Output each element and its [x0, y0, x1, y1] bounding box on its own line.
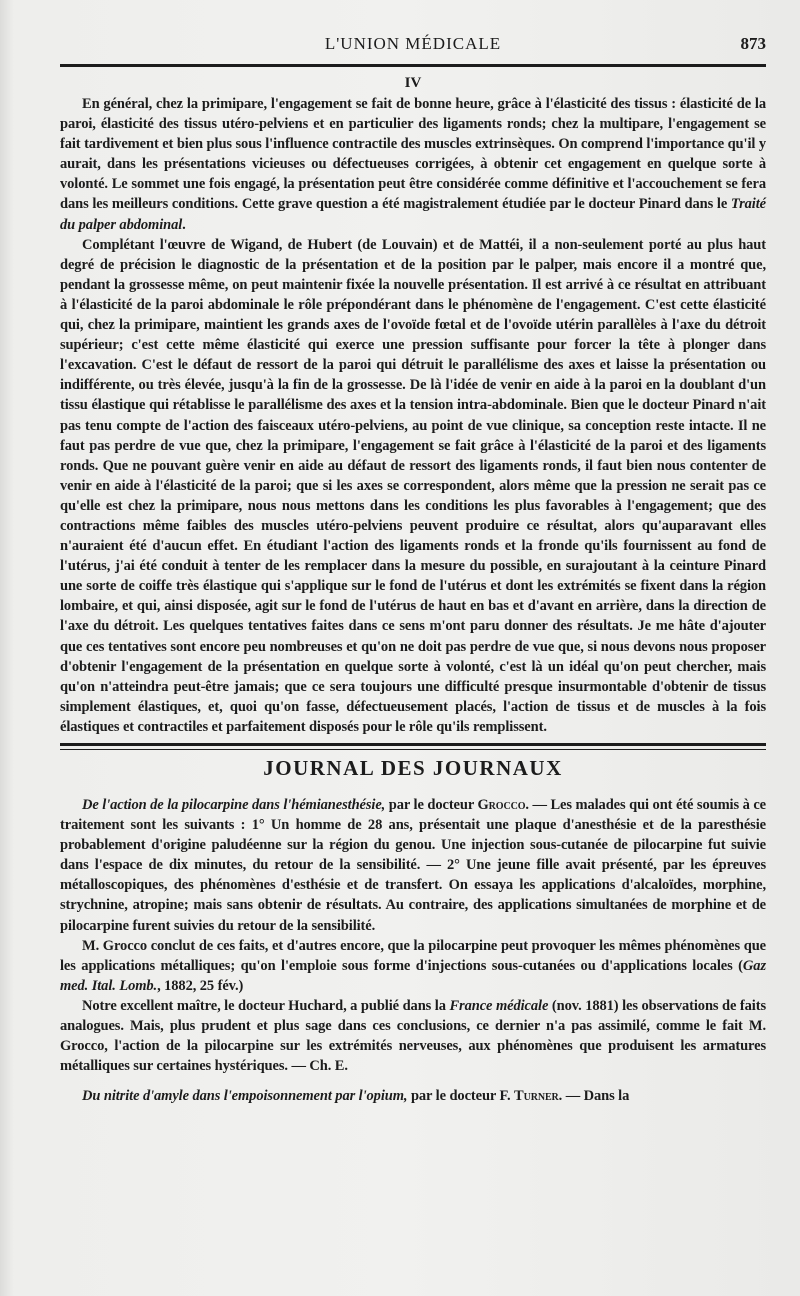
- byline-nitrite: par le docteur F.: [407, 1088, 515, 1105]
- huchard-text: Notre excellent maître, le docteur Huchard, a publié dans la: [82, 997, 450, 1014]
- paragraph-general: [60, 94, 766, 235]
- author-turner: Turner: [514, 1088, 559, 1105]
- running-head: [60, 30, 766, 56]
- byline: par le docteur: [385, 797, 478, 813]
- article-title-nitrite: Du nitrite d'amyle dans l'empoisonnement par l'opium,: [82, 1088, 408, 1105]
- end-text: .: [182, 216, 186, 233]
- paragraph-completant: Complétant l'œuvre de Wigand, de Hubert (de Louvain) et de Mattéi, il a non-seulement porté au plus haut degré de précision le diagnostic de la présentation et de la position par le palper, mais encore il a montré que, pendant la grossesse même, on peut maintenir fixée la nouvelle présentation. Il est arrivé à ce résultat en attribuant à l'élasticité de la paroi abdominale le rôle prépondérant dans le phénomène de l'engagement. C'est cette élasticité qui, chez la primipare, maintient les grands axes de l'ovoïde fœtal et de l'ovoïde utérin parallèles à l'axe du détroit supérieur; c'est cette même élasticité qui exerce une pression suffisante pour forcer la tête à plonger dans l'excavation. C'est le défaut de ressort de la paroi qui détruit le parallélisme des axes et laisse la présentation ou indifférente, ou très élevée, jusqu'à la fin de la grossesse. De là l'idée de venir en aide à la paroi en la doublant d'un tissu élastique qui rétablisse le parallélisme des axes et la tension intra-abdominale. Bien que le docteur Pinard n'ait pas tenu compte de l'action des faisceaux utéro-pelviens, au point de vue clinique, sa conception reste intacte. Il ne faut pas perdre de vue que, chez la primipare, l'engagement se fait grâce à l'élasticité de la paroi et des ligaments ronds. Que ne pouvant guère venir en aide au défaut de ressort des ligaments ronds, il faut bien nous contenter de venir en aide à l'élasticité de la paroi; que si les axes se correspondent, alors même que la pression ne serait pas ce qu'elle est chez la primipare, nous nous mettons dans les conditions les plus favorables à l'engagement; que des contractions même faibles des muscles utéro-pelviens peuvent produire ce résultat, alors qu'auparavant elles n'auraient été d'aucun effet. En étudiant l'action des ligaments ronds et la fronde qu'ils fournissent au fond de l'utérus, j'ai été conduit à tenter de les remplacer dans la mesure du possible, en surajoutant à la ceinture Pinard une sorte de coiffe très élastique qui s'applique sur le fond de l'utérus et dont les extrémités se fixent dans la région lombaire, et qui, ainsi disposée, agit sur le fond de l'utérus de haut en bas et d'avant en arrière, dans la direction de l'axe du détroit. Les quelques tentatives faites dans ce sens m'ont paru donner des résultats. Je me hâte d'ajouter que ces tentatives sont encore peu nombreuses et qu'on ne doit pas perdre de vue que, si nous devons nous proposer d'obtenir l'engagement de la présentation en quelque sorte à volonté, c'est là un idéal qu'on peut chercher, mais qu'on n'atteindra peut-être jamais; que ce sera toujours une difficulté presque insurmontable d'obtenir de tissus simplement élastiques, et, quoi qu'on fasse, défectueusement placés, l'action de tissus et de muscles à la fois élastiques et contractiles et parfaitement disposés pour le rôle qu'ils remplissent.: [60, 236, 766, 735]
- paragraph-grocco: [60, 936, 766, 996]
- article-title: De l'action de la pilocarpine dans l'hémianesthésie,: [82, 797, 386, 813]
- grocco-text: M. Grocco conclut de ces faits, et d'autres encore, que la pilocarpine peut provoquer les mêmes phénomènes que les applications métalliques; qu'on l'emploie sous forme d'injections sous-cutanées ou d'applications locales (: [60, 937, 766, 974]
- author-name: Grocco: [477, 797, 526, 813]
- body-text: élasticité de la paroi, élasticité des tissus utéro-pelviens et en particulier des ligaments ronds; chez la multipare, l'engagement se fait tardivement et bien plus sous l'influence contractile des muscles extrinsèques. On comprend l'importance qu'il y aurait, dans les présentations vicieuses ou défectueuses corrigées, à obtenir cet engagement en quelque sorte à volonté. Le sommet une fois engagé, la présentation peut être considérée comme définitive et l'accouchement se fera dans les meilleurs conditions. Cette grave question a été magistralement étudiée par le docteur Pinard dans le: [60, 96, 766, 213]
- article-body: . — Les malades qui ont été soumis à ce traitement sont les suivants : 1° Un homme de 28 ans, présentait une plaque d'anesthésie et de la paresthésie probablement d'origine paludéenne sur la région du genou. Une injection sous-cutanée de pilocarpine fut suivie dans l'espace de dix minutes, du retour de la sensibilité. — 2° Une jeune fille avait présenté, par les épreuves métalloscopiques, des phénomènes d'esthésie et de transfert. On essaya les applications d'alcaloïdes, morphine, strychnine, atropine; mais sans obtenir de résultats. Au contraire, des applications simultanées de morphine et de pilocarpine furent suivies du retour de la sensibilité.: [60, 797, 766, 934]
- journal-reference: Gaz med. Ital. Lomb.: [60, 957, 766, 994]
- paragraph-huchard: [60, 996, 766, 1076]
- article-nitrite: [60, 1086, 766, 1106]
- header-rule: [60, 64, 766, 67]
- article-pilocarpine: [60, 795, 766, 936]
- journal-title: L'UNION MÉDICALE: [324, 34, 502, 53]
- book-title: Traité du palper abdominal: [60, 196, 766, 233]
- section-divider: [60, 743, 766, 750]
- nitrite-rest: . — Dans la: [558, 1088, 630, 1105]
- huchard-rest: (nov. 1881) les observations de faits analogues. Mais, plus prudent et plus sage dans ces conclusions, ce dernier n'a pas assimilé, comme le fait M. Grocco, l'action de la pilocarpine sur les extrémités nerveuses, aux phénomènes que produisent les armatures métalliques sur certaines hystériques. — Ch. E.: [60, 997, 767, 1075]
- reference-date: , 1882, 25 fév.): [157, 977, 244, 994]
- lead-text: En général, chez la primipare, l'engagement se fait de bonne heure, grâce à l'élasticité des tissus :: [82, 96, 677, 112]
- page-number: 873: [740, 34, 766, 53]
- journal-heading: JOURNAL DES JOURNAUX: [263, 756, 563, 780]
- section-numeral: IV: [404, 75, 422, 91]
- france-medicale: France médicale: [449, 997, 549, 1014]
